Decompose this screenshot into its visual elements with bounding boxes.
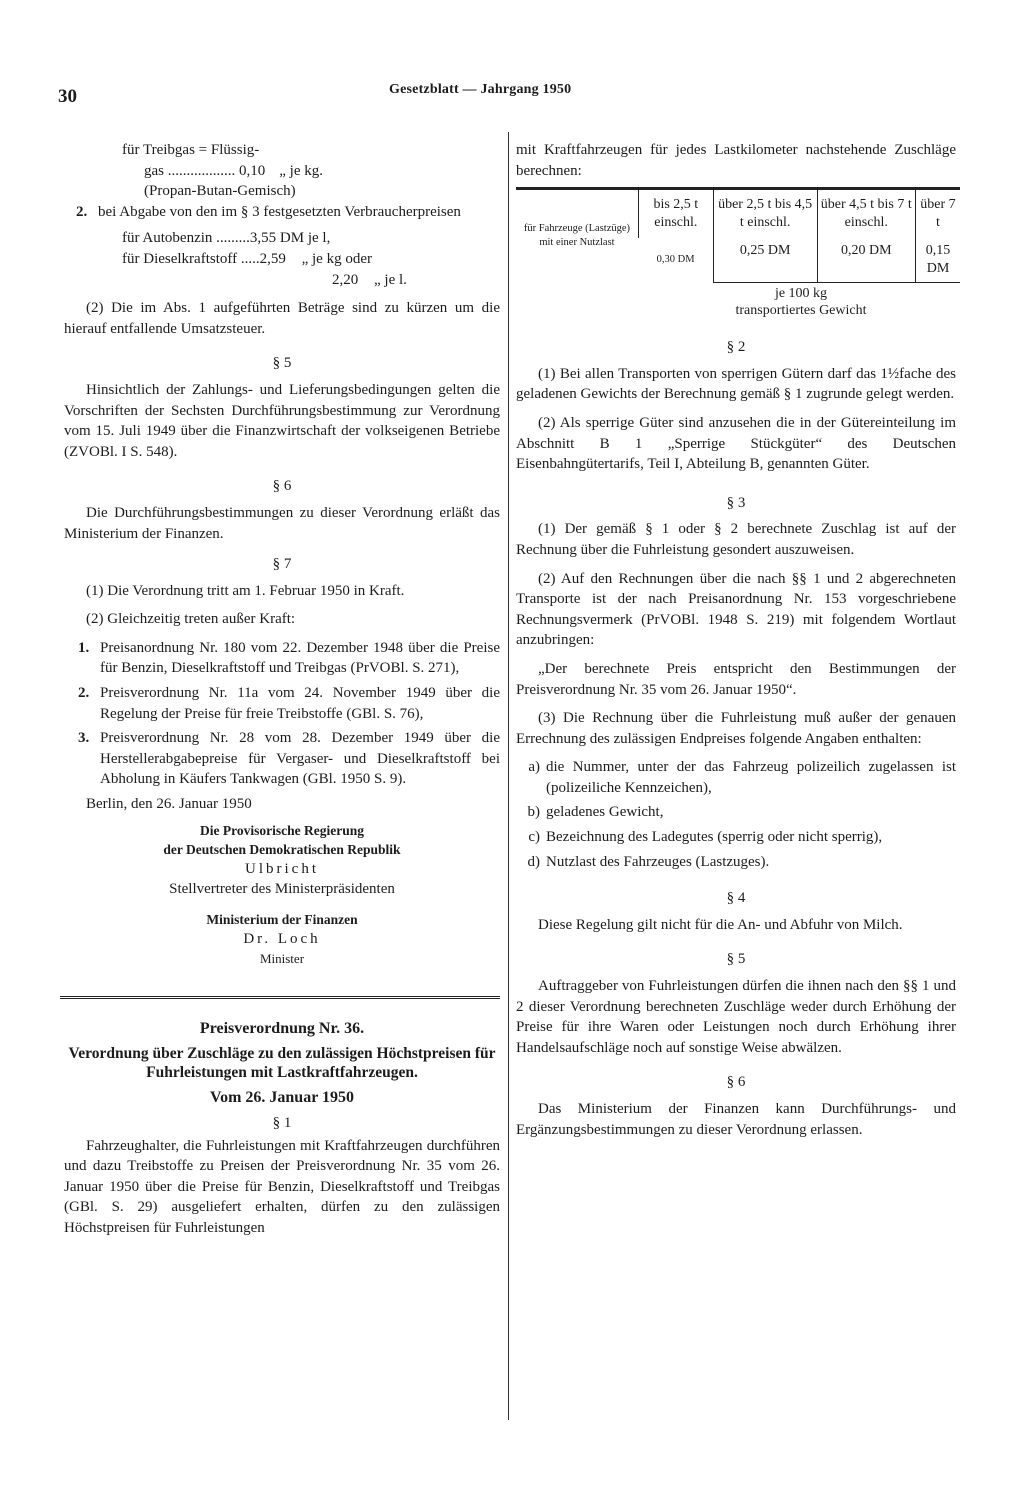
repeal-item-text: Preisverordnung Nr. 28 vom 28. Dezember 1949 über die Herstellerabgabepreise für Vergaser- und Dieselkraftstoff bei Abholung in Käufers Tankwagen (GBl. 1950 S. 9). <box>100 730 500 788</box>
diesel-row <box>122 249 500 270</box>
decree-section-6-title: § 6 <box>726 1074 746 1091</box>
repeal-item-text: Preisverordnung Nr. 11a vom 24. November 1949 über die Regelung der Preise für freie Treibstoffe (GBl. S. 76), <box>100 685 500 722</box>
left-column <box>64 140 500 1239</box>
signer-loch-role: Minister <box>259 951 305 967</box>
decree-title: Preisverordnung Nr. 36. <box>199 1020 365 1037</box>
signature-block <box>64 821 500 970</box>
table-price-cell: 0,25 DM <box>713 238 817 283</box>
section-6-title: § 6 <box>272 478 292 495</box>
table-footnote <box>646 285 956 319</box>
repeal-item-number: 1. <box>78 639 90 656</box>
section-separator <box>60 996 500 999</box>
table-header-row <box>516 189 960 239</box>
invoice-item-key: c) <box>528 829 540 846</box>
invoice-item-key: a) <box>528 759 540 776</box>
decree-section-1-text: Fahrzeughalter, die Fuhrleistungen mit Kraftfahrzeugen durchführen und dazu Treibstoffe zu Preisen der Preisverordnung Nr. 35 vom 26. Januar 1950 über die Preise für Benzin, Dieselkraftstoff und Treibgas (GBl. S. 29) ausgeliefert erhalten, dürfen zu den zulässigen Höchstpreisen für Fuhrleistungen <box>64 1137 500 1236</box>
table-header-cell: über 2,5 t bis 4,5 t einschl. <box>713 189 817 239</box>
decree-subtitle: Verordnung über Zuschläge zu den zulässigen Höchstpreisen für Fuhrleistungen mit Lastkraftfahrzeugen. <box>68 1045 496 1081</box>
diesel2-unit: „ je l. <box>374 271 407 288</box>
treibgas-price: gas .................. 0,10 <box>144 162 266 179</box>
invoice-item-text: geladenes Gewicht, <box>546 804 664 821</box>
invoice-item <box>516 757 956 798</box>
surcharge-table <box>516 187 960 283</box>
repeal-item-number: 3. <box>78 730 90 747</box>
decree-section-3-p1: (1) Der gemäß § 1 oder § 2 berechnete Zuschlag ist auf der Rechnung über die Fuhrleistung gesondert auszuweisen. <box>516 521 956 558</box>
fuel-prices <box>64 228 500 290</box>
decree-section-6-text: Das Ministerium der Finanzen kann Durchführungs- und Ergänzungsbestimmungen zu dieser Verordnung erlassen. <box>516 1101 956 1138</box>
item-2-number: 2. <box>76 203 88 220</box>
table-footnote-line2: transportiertes Gewicht <box>735 303 867 319</box>
decree-section-3-p2: (2) Auf den Rechnungen über die nach §§ 1 und 2 abgerechneten Transporte ist der nach Preisanordnung Nr. 153 vorgeschriebene Rechnungsvermerk (PrVOBl. 1948 S. 219) mit folgendem Wortlaut anzubringen: <box>516 570 956 649</box>
decree-section-5-title: § 5 <box>726 951 746 968</box>
treibgas-line3: (Propan-Butan-Gemisch) <box>144 183 296 200</box>
invoice-item-text: die Nummer, unter der das Fahrzeug polizeilich zugelassen ist (polizeiliche Kennzeichen), <box>546 759 956 796</box>
table-footnote-line1: je 100 kg <box>774 286 828 302</box>
running-head: Gesetzblatt — Jahrgang 1950 <box>389 82 572 97</box>
table-price-cell: 0,15 DM <box>915 238 960 283</box>
invoice-item <box>516 802 956 823</box>
repeal-item <box>64 728 500 790</box>
invoice-item-key: d) <box>527 853 540 870</box>
government-line1: Die Provisorische Regierung <box>200 822 364 838</box>
column-divider <box>508 132 509 1420</box>
right-column <box>516 140 956 1148</box>
repeal-item <box>64 683 500 724</box>
page-number: 30 <box>58 86 77 107</box>
item-2-text: bei Abgabe von den im § 3 festgesetzten Verbraucherpreisen <box>98 203 461 220</box>
decree-date: Vom 26. Januar 1950 <box>209 1089 355 1106</box>
decree-section-1-title: § 1 <box>272 1115 292 1131</box>
invoice-item-key: b) <box>527 804 540 821</box>
table-row-label: für Fahrzeuge (Lastzüge) mit einer Nutzlast <box>516 189 638 283</box>
decree-section-4-title: § 4 <box>726 890 746 907</box>
section-7-p2: (2) Gleichzeitig treten außer Kraft: <box>86 611 296 628</box>
signer-ulbricht-role: Stellvertreter des Ministerpräsidenten <box>169 881 395 898</box>
diesel-row-2 <box>122 270 500 291</box>
autobenzin-price: für Autobenzin .........3,55 DM <box>122 230 305 247</box>
diesel2-price: 2,20 <box>332 271 359 288</box>
table-header-cell: bis 2,5 t einschl. <box>638 189 713 239</box>
decree-section-4-text: Diese Regelung gilt nicht für die An- und Abfuhr von Milch. <box>538 916 903 933</box>
diesel-unit: „ je kg oder <box>301 250 372 267</box>
section-5-text: Hinsichtlich der Zahlungs- und Lieferungsbedingungen gelten die Vorschriften der Sechsten Durchführungsbestimmung zur Verordnung vom 15. Juli 1949 über die Finanzwirtschaft der volkseigenen Betriebe (ZVOBl. I S. 548). <box>64 381 500 460</box>
diesel-price: für Dieselkraftstoff .....2,59 <box>122 250 286 267</box>
repeal-item-text: Preisanordnung Nr. 180 vom 22. Dezember 1948 über die Preise für Benzin, Dieselkraftstoff und Treibgas (PrVOBl. S. 271), <box>100 639 500 677</box>
treibgas-unit: „ je kg. <box>279 162 323 179</box>
section-5-title: § 5 <box>272 355 292 372</box>
autobenzin-unit: je l, <box>307 230 331 247</box>
invoice-item-text: Nutzlast des Fahrzeuges (Lastzuges). <box>546 853 770 870</box>
item-2 <box>64 202 500 223</box>
government-line2: der Deutschen Demokratischen Republik <box>163 841 401 857</box>
decree-section-3-title: § 3 <box>726 494 746 511</box>
decree-section-2-title: § 2 <box>726 339 746 356</box>
ministry-name: Ministerium der Finanzen <box>206 911 358 927</box>
treibgas-line2 <box>122 161 500 182</box>
decree-section-5-text: Auftraggeber von Fuhrleistungen dürfen die ihnen nach den §§ 1 und 2 dieser Verordnung berechneten Zuschläge weder durch Erhöhung der Preise für ihre Waren oder Leistungen noch durch Erhöhung ihrer Handelsaufschläge noch auf sonstige Weise abwälzen. <box>516 978 956 1056</box>
table-price-cell: 0,30 DM <box>656 254 695 266</box>
decree-section-2-p2: (2) Als sperrige Güter sind anzusehen die in der Gütereinteilung im Abschnitt B 1 „Sperrige Stückgüter“ des Deutschen Eisenbahngütertarifs, Teil I, Abteilung B, genannten Güter. <box>516 414 956 473</box>
repeal-item-number: 2. <box>78 685 90 702</box>
treibgas-line1: für Treibgas = Flüssig- <box>122 142 260 158</box>
autobenzin-row <box>122 228 500 249</box>
section-6-text: Die Durchführungsbestimmungen zu dieser Verordnung erläßt das Ministerium der Finanzen. <box>64 504 500 542</box>
treibgas-block <box>64 140 500 202</box>
invoice-item <box>516 827 956 848</box>
decree-section-2-p1: (1) Bei allen Transporten von sperrigen Gütern darf das 1½fache des geladenen Gewichts der Berechnung gemäß § 1 zugrunde gelegt werden. <box>516 365 956 403</box>
table-header-cell: über 7 t <box>915 189 960 239</box>
place-date: Berlin, den 26. Januar 1950 <box>86 796 252 813</box>
section-7-p1: (1) Die Verordnung tritt am 1. Februar 1950 in Kraft. <box>86 582 405 599</box>
invoice-item <box>516 852 956 873</box>
decree-section-3-quote: „Der berechnete Preis entspricht den Bestimmungen der Preisverordnung Nr. 35 vom 26. Januar 1950“. <box>516 660 956 698</box>
table-intro: mit Kraftfahrzeugen für jedes Lastkilometer nachstehende Zuschläge berechnen: <box>516 142 956 179</box>
table-price-cell: 0,20 DM <box>817 238 915 283</box>
repeal-item <box>64 638 500 679</box>
invoice-item-text: Bezeichnung des Ladegutes (sperrig oder nicht sperrig), <box>546 829 883 846</box>
signer-loch: Dr. Loch <box>243 930 321 947</box>
paragraph-2: (2) Die im Abs. 1 aufgeführten Beträge sind zu kürzen um die hierauf entfallende Umsatzsteuer. <box>64 300 500 337</box>
decree-section-3-p3: (3) Die Rechnung über die Fuhrleistung muß außer der genauen Errechnung des zulässigen Endpreises folgende Angaben enthalten: <box>516 710 956 747</box>
table-header-cell: über 4,5 t bis 7 t einschl. <box>817 189 915 239</box>
signer-ulbricht: Ulbricht <box>245 860 319 877</box>
section-7-title: § 7 <box>272 556 292 573</box>
